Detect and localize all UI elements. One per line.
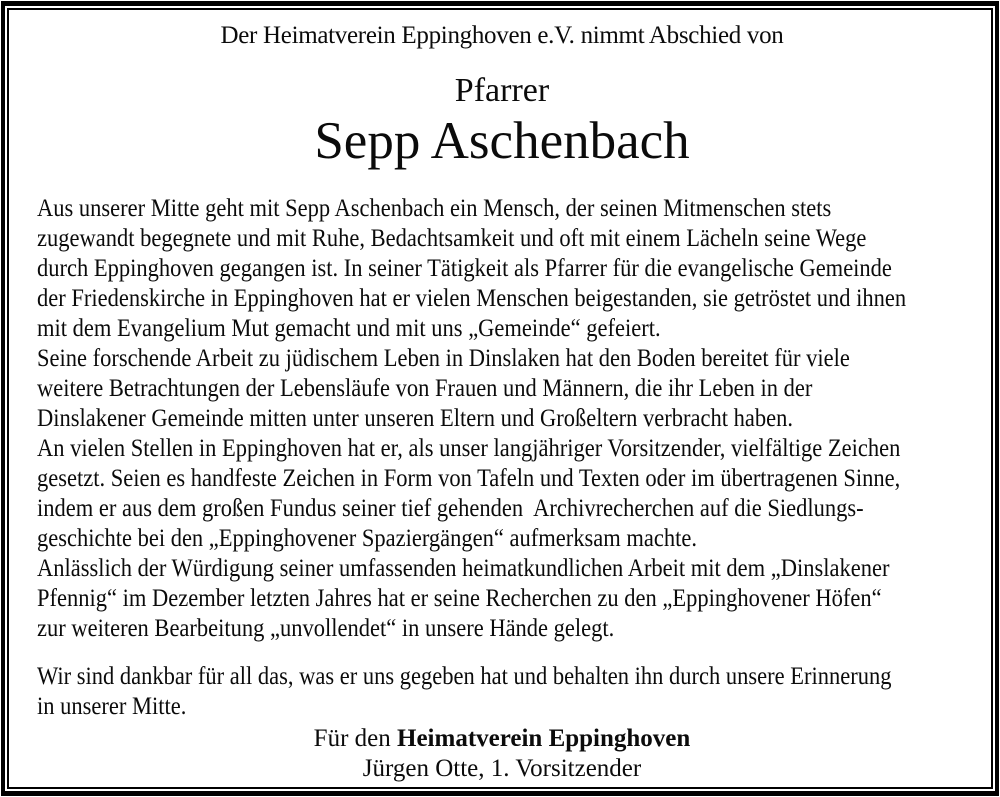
body-line: Pfennig“ im Dezember letzten Jahres hat er seine Recherchen zu den „Eppinghovener Höfen“ <box>37 585 882 612</box>
body-line: An vielen Stellen in Eppinghoven hat er, als unser langjähriger Vorsitzender, vielfältige Zeichen <box>37 435 901 462</box>
thanks-line: in unserer Mitte. <box>37 693 187 720</box>
body-line: Aus unserer Mitte geht mit Sepp Aschenbach ein Mensch, der seinen Mitmenschen stets <box>37 195 832 222</box>
outer-border-frame <box>1 1 999 796</box>
signature-line: Jürgen Otte, 1. Vorsitzender <box>362 755 642 782</box>
body-line: geschichte bei den „Eppinghovener Spaziergängen“ aufmerksam machte. <box>37 525 697 552</box>
body-line: Seine forschende Arbeit zu jüdischem Leben in Dinslaken hat den Boden bereitet für viele <box>37 345 850 372</box>
closing-line <box>37 724 967 754</box>
body-line: durch Eppinghoven gegangen ist. In seiner Tätigkeit als Pfarrer für die evangelische Gemeinde <box>37 255 892 282</box>
closing-organization: Heimatverein Eppinghoven <box>397 725 691 752</box>
body-line: zugewandt begegnete und mit Ruhe, Bedachtsamkeit und oft mit einem Lächeln seine Wege <box>37 225 867 252</box>
body-line: mit dem Evangelium Mut gemacht und mit uns „Gemeinde“ gefeiert. <box>37 315 661 342</box>
deceased-name: Sepp Aschenbach <box>314 112 690 170</box>
body-line: gesetzt. Seien es handfeste Zeichen in Form von Tafeln und Texten oder im übertragenen Sinne, <box>37 465 901 492</box>
body-line: der Friedenskirche in Eppinghoven hat er vielen Menschen beigestanden, sie getröstet und ihnen <box>37 285 907 312</box>
body-line: Dinslakener Gemeinde mitten unter unseren Eltern und Großeltern verbracht haben. <box>37 405 793 432</box>
intro-line: Der Heimatverein Eppinghoven e.V. nimmt Abschied von <box>220 22 784 49</box>
closing-prefix: Für den <box>313 725 397 752</box>
deceased-title: Pfarrer <box>454 72 550 109</box>
body-line: weitere Betrachtungen der Lebensläufe von Frauen und Männern, die ihr Leben in der <box>37 375 813 402</box>
inner-border-frame <box>7 8 993 789</box>
thanks-text <box>37 662 967 722</box>
thanks-line: Wir sind dankbar für all das, was er uns gegeben hat und behalten ihn durch unsere Erinnerung <box>37 663 892 690</box>
body-text <box>37 194 967 644</box>
body-line: zur weiteren Bearbeitung „unvollendet“ in unsere Hände gelegt. <box>37 615 615 642</box>
body-line: indem er aus dem großen Fundus seiner tief gehenden Archivrecherchen auf die Siedlungs- <box>37 495 864 522</box>
body-line: Anlässlich der Würdigung seiner umfassenden heimatkundlichen Arbeit mit dem „Dinslakener <box>37 555 890 582</box>
